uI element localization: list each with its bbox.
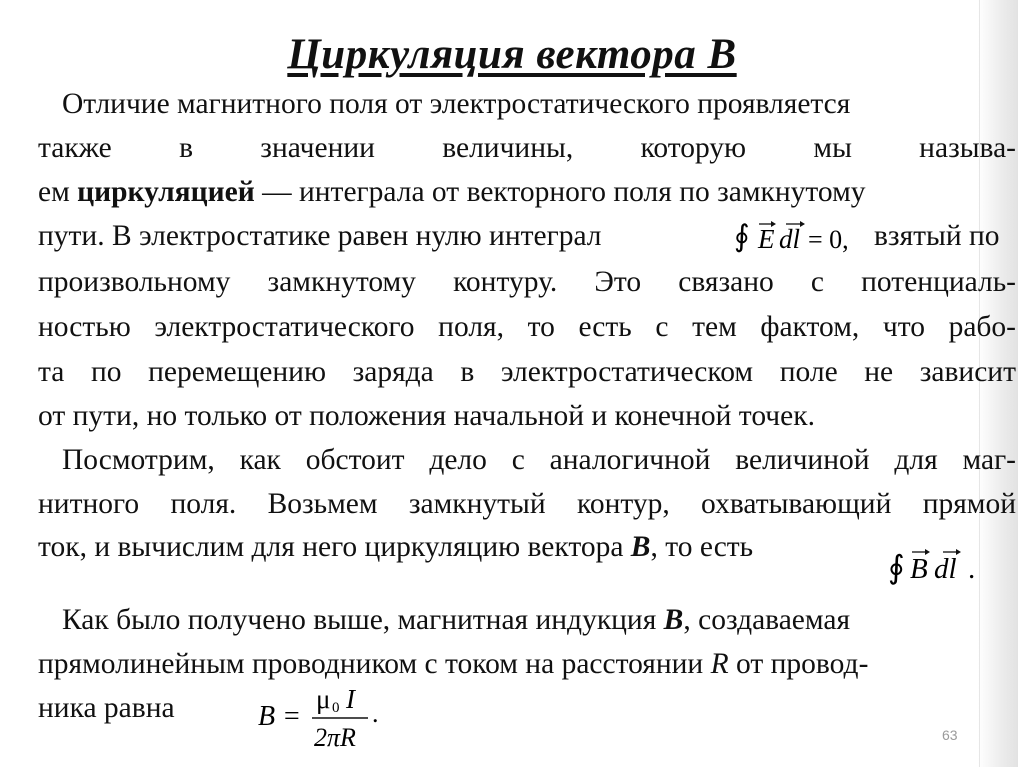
p3-var-b: B bbox=[663, 604, 684, 636]
p1-line-6: ностью электростатического поля, то есть с тем фактом, что рабо- bbox=[38, 311, 1016, 343]
f1-e: E bbox=[758, 224, 775, 254]
p3-line-2 bbox=[38, 644, 1016, 684]
formula-magnetic-circulation bbox=[888, 538, 998, 588]
p1-line-3-post: — интеграла от векторного поля по замкнутому bbox=[254, 176, 866, 208]
p3-line-2-post: от провод- bbox=[728, 648, 869, 680]
f1-rhs: = 0, bbox=[808, 225, 849, 254]
formula-b-field bbox=[258, 680, 398, 756]
p1-line-4-pre: пути. В электростатике равен нулю интеграл bbox=[38, 220, 602, 252]
p1-line-8: от пути, но только от положения начальной и конечной точек. bbox=[38, 400, 815, 432]
f2-end: . bbox=[968, 553, 976, 585]
p1-line-1: Отличие магнитного поля от электростатического проявляется bbox=[62, 88, 851, 120]
p2-line-3 bbox=[38, 527, 1016, 567]
p2-line-2: нитного поля. Возьмем замкнутый контур, охватывающий прямой bbox=[38, 488, 1016, 520]
p2-line-3-pre: ток, и вычислим для него циркуляцию вектора bbox=[38, 531, 631, 563]
p3-line-1-pre: Как было получено выше, магнитная индукция bbox=[62, 604, 664, 636]
svg-text:∮: ∮ bbox=[888, 548, 905, 586]
f2-b: B bbox=[910, 553, 928, 585]
f3-mu-sub: 0 bbox=[332, 700, 340, 716]
svg-text:∮: ∮ bbox=[734, 219, 750, 254]
p3-var-r: R bbox=[710, 648, 729, 680]
p1-line-3-pre: ем bbox=[38, 176, 78, 208]
f3-lhs: B = bbox=[258, 701, 301, 732]
p1-line-2: также в значении величины, которую мы называ- bbox=[38, 132, 1016, 164]
f3-mu: μ bbox=[316, 684, 331, 714]
formula-electrostatic-circulation bbox=[732, 214, 852, 258]
slide-title: Циркуляция вектора В bbox=[287, 31, 737, 78]
page-number: 63 bbox=[942, 727, 958, 743]
p1-line-4 bbox=[38, 216, 1016, 256]
f3-denominator: 2πR bbox=[314, 723, 356, 752]
p1-line-4-post: взятый по bbox=[874, 220, 1000, 252]
p3-line-1 bbox=[62, 600, 1016, 640]
p3-line-1-post: , создаваемая bbox=[683, 604, 851, 636]
f1-dl: dl bbox=[779, 224, 801, 254]
p3-line-2-pre: прямолинейным проводником с током на расстоянии bbox=[38, 648, 711, 680]
term-circulation: циркуляцией bbox=[77, 176, 255, 208]
p1-line-5: произвольному замкнутому контуру. Это связано с потенциаль- bbox=[38, 266, 1016, 298]
p1-line-7: та по перемещению заряда в электростатическом поле не зависит bbox=[38, 356, 1016, 388]
p2-vector-b: B bbox=[630, 531, 651, 563]
p2-line-3-post: , то есть bbox=[650, 531, 754, 563]
p2-line-1: Посмотрим, как обстоит дело с аналогичной величиной для маг- bbox=[62, 444, 1016, 476]
p1-line-3 bbox=[38, 172, 1016, 212]
f2-dl: dl bbox=[934, 553, 957, 585]
f3-end: . bbox=[372, 699, 379, 728]
p3-line-3: ника равна bbox=[38, 692, 175, 724]
f3-current: I bbox=[346, 684, 355, 714]
